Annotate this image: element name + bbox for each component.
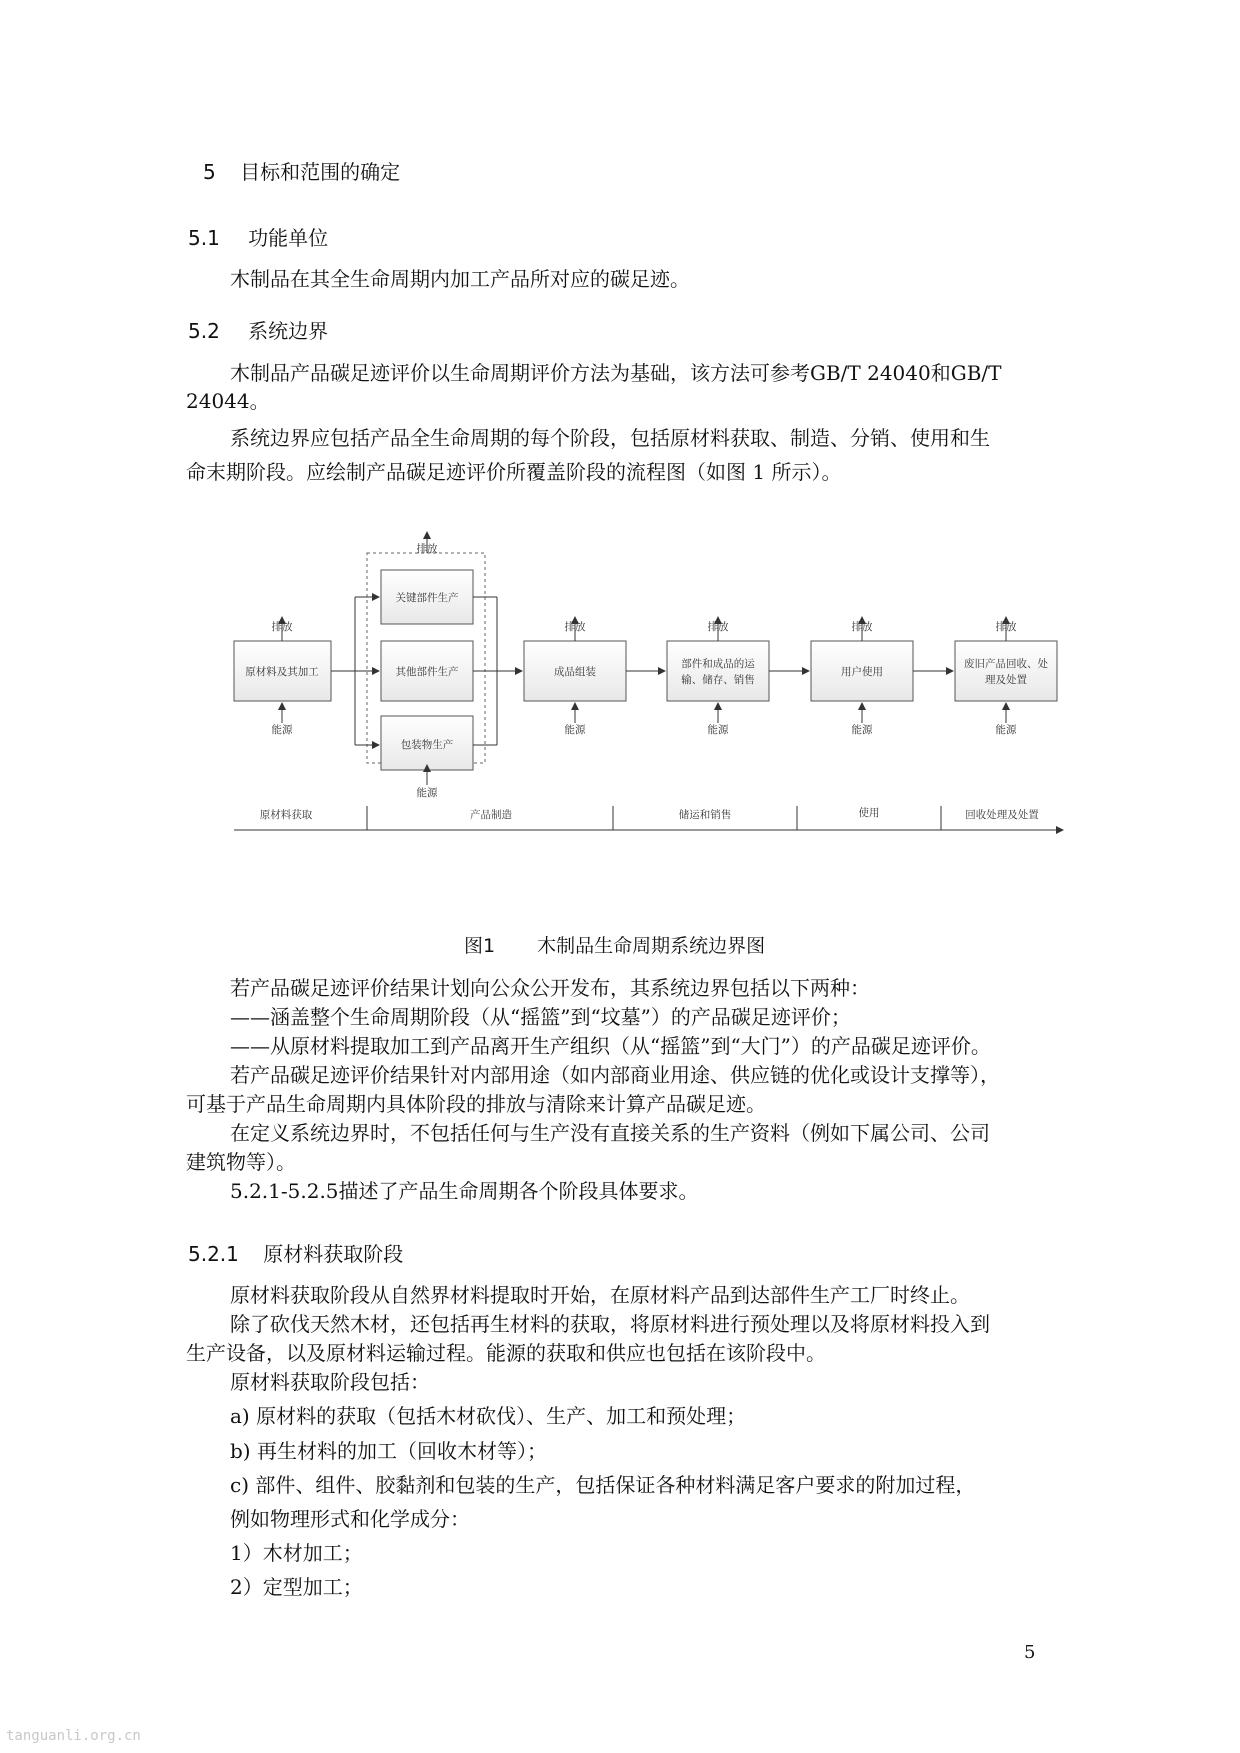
list-item: 1）木材加工； bbox=[230, 1541, 363, 1565]
section-title: 功能单位 bbox=[248, 226, 329, 250]
box-label: 输、储存、销售 bbox=[681, 674, 755, 686]
box-label: 包装物生产 bbox=[400, 739, 454, 751]
paragraph: 生产设备，以及原材料运输过程。能源的获取和供应也包括在该阶段中。 bbox=[186, 1341, 826, 1365]
section-5-2-heading bbox=[188, 315, 328, 344]
box-label: 原材料及其加工 bbox=[245, 666, 319, 678]
paragraph: ——从原材料提取加工到产品离开生产组织（从“摇篮”到“大门”）的产品碳足迹评价。 bbox=[230, 1034, 991, 1058]
watermark: tanguanli.org.cn bbox=[6, 1728, 141, 1744]
section-title: 原材料获取阶段 bbox=[263, 1242, 404, 1266]
stage-label: 储运和销售 bbox=[678, 809, 732, 821]
energy-label: 能源 bbox=[707, 724, 729, 736]
box-label: 其他部件生产 bbox=[395, 666, 459, 678]
figure-label: 图1 bbox=[464, 935, 496, 957]
paragraph: ——涵盖整个生命周期阶段（从“摇篮”到“坟墓”）的产品碳足迹评价； bbox=[230, 1005, 851, 1029]
list-item: 例如物理形式和化学成分： bbox=[230, 1507, 470, 1531]
lifecycle-diagram bbox=[225, 520, 1070, 860]
paragraph: 除了砍伐天然木材，还包括再生材料的获取，将原材料进行预处理以及将原材料投入到 bbox=[230, 1312, 990, 1336]
box-label: 用户使用 bbox=[841, 666, 883, 678]
paragraph: 木制品产品碳足迹评价以生命周期评价方法为基础，该方法可参考GB/T 24040和GB/T bbox=[230, 361, 1002, 385]
paragraph: 若产品碳足迹评价结果针对内部用途（如内部商业用途、供应链的优化或设计支撑等）， bbox=[230, 1063, 1000, 1087]
section-5-2-1-heading bbox=[188, 1238, 403, 1267]
box-label: 部件和成品的运 bbox=[681, 658, 755, 670]
box-label: 关键部件生产 bbox=[395, 592, 459, 604]
emission-label: 排放 bbox=[851, 621, 873, 633]
box-label: 废旧产品回收、处 bbox=[964, 658, 1048, 670]
stage-label: 原材料获取 bbox=[259, 809, 313, 821]
section-number: 5 bbox=[203, 160, 216, 184]
paragraph: 若产品碳足迹评价结果计划向公众公开发布，其系统边界包括以下两种： bbox=[230, 976, 870, 1000]
paragraph: 5.2.1-5.2.5描述了产品生命周期各个阶段具体要求。 bbox=[230, 1179, 699, 1203]
energy-label: 能源 bbox=[564, 724, 586, 736]
recycle-box bbox=[955, 641, 1057, 701]
figure-title: 木制品生命周期系统边界图 bbox=[537, 935, 766, 957]
paragraph: 木制品在其全生命周期内加工产品所对应的碳足迹。 bbox=[230, 267, 690, 291]
paragraph: 原材料获取阶段从自然界材料提取时开始，在原材料产品到达部件生产工厂时终止。 bbox=[230, 1283, 970, 1307]
box-label: 成品组装 bbox=[554, 666, 596, 678]
paragraph: 原材料获取阶段包括： bbox=[230, 1370, 430, 1394]
section-5-1-heading bbox=[188, 222, 328, 251]
list-item: b) 再生材料的加工（回收木材等）； bbox=[230, 1439, 547, 1463]
paragraph: 可基于产品生命周期内具体阶段的排放与清除来计算产品碳足迹。 bbox=[186, 1092, 766, 1116]
section-5-heading bbox=[203, 156, 400, 185]
stage-label: 回收处理及处置 bbox=[965, 809, 1039, 821]
list-item: a) 原材料的获取（包括木材砍伐）、生产、加工和预处理； bbox=[230, 1404, 747, 1428]
energy-label: 能源 bbox=[271, 724, 293, 736]
energy-label: 能源 bbox=[851, 724, 873, 736]
section-number: 5.2.1 bbox=[188, 1242, 239, 1266]
paragraph: 在定义系统边界时，不包括任何与生产没有直接关系的生产资料（例如下属公司、公司 bbox=[230, 1121, 990, 1145]
paragraph: 建筑物等）。 bbox=[186, 1150, 296, 1174]
box-label: 理及处置 bbox=[985, 674, 1027, 686]
list-item: 2）定型加工； bbox=[230, 1575, 363, 1599]
energy-label: 能源 bbox=[995, 724, 1017, 736]
paragraph: 命末期阶段。应绘制产品碳足迹评价所覆盖阶段的流程图（如图 1 所示）。 bbox=[186, 460, 842, 484]
section-title: 系统边界 bbox=[248, 319, 329, 343]
emission-label: 排放 bbox=[707, 621, 729, 633]
paragraph: 系统边界应包括产品全生命周期的每个阶段，包括原材料获取、制造、分销、使用和生 bbox=[230, 426, 990, 450]
emission-label: 排放 bbox=[564, 621, 586, 633]
section-title: 目标和范围的确定 bbox=[240, 160, 401, 184]
section-number: 5.2 bbox=[188, 319, 220, 343]
emission-label: 排放 bbox=[416, 543, 438, 555]
page-number: 5 bbox=[1024, 1642, 1036, 1663]
list-item: c) 部件、组件、胶黏剂和包装的生产，包括保证各种材料满足客户要求的附加过程， bbox=[230, 1473, 976, 1497]
stage-label: 产品制造 bbox=[470, 809, 512, 821]
energy-label: 能源 bbox=[416, 787, 438, 799]
emission-label: 排放 bbox=[995, 621, 1017, 633]
figure-caption bbox=[464, 931, 765, 958]
stage-label: 使用 bbox=[858, 807, 880, 819]
emission-label: 排放 bbox=[271, 621, 293, 633]
transport-box bbox=[667, 641, 769, 701]
section-number: 5.1 bbox=[188, 226, 220, 250]
paragraph: 24044。 bbox=[186, 389, 270, 413]
